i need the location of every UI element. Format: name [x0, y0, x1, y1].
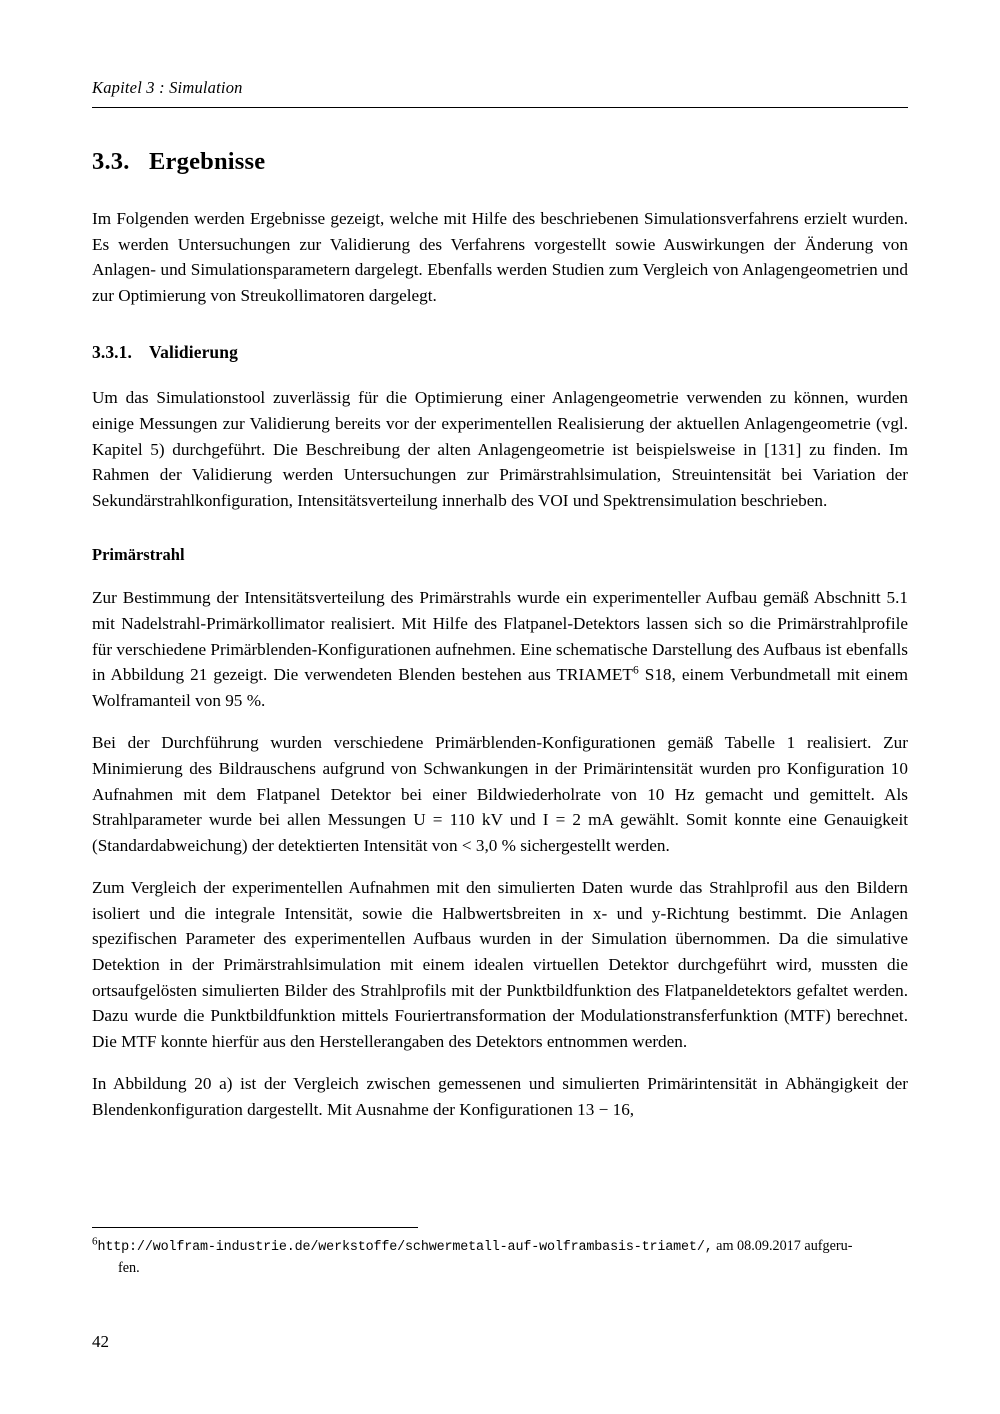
- paragraph-primaerstrahl-4: In Abbildung 20 a) ist der Vergleich zwischen gemessenen und simulierten Primärintensität in Abhängigkeit der Blendenkonfiguration dargestellt. Mit Ausnahme der Konfigurationen 13 − 16,: [92, 1074, 908, 1120]
- footnote-url[interactable]: http://wolfram-industrie.de/werkstoffe/schwermetall-auf-wolframbasis-triamet/,: [97, 1240, 713, 1255]
- footnote-reference-6[interactable]: 6: [632, 664, 639, 677]
- footnote-rule: [92, 1227, 418, 1228]
- paragraph-primaerstrahl-1: [92, 585, 908, 713]
- page-number: 42: [92, 1332, 109, 1351]
- subsection-paragraph: Um das Simulationstool zuverlässig für die Optimierung einer Anlagengeometrie verwenden zu können, wurden einige Messungen zur Validierung bereits vor der experimentellen Realisierung der aktuellen Anlagengeometrie (vgl. Kapitel 5) durchgeführt. Die Beschreibung der alten Anlagengeometrie ist beispielsweise in [131] zu finden. Im Rahmen der Validierung werden Untersuchungen zur Primärstrahlsimulation, Streuintensität bei Variation der Sekundärstrahlkonfiguration, Intensitätsverteilung innerhalb des VOI und Spektrensimulation beschrieben.: [92, 388, 908, 510]
- footnote-continuation: fen.: [118, 1260, 140, 1276]
- section-number: 3.3.: [92, 148, 130, 175]
- section-title-text: Ergebnisse: [149, 148, 266, 175]
- paragraph-text-pre: Zur Bestimmung der Intensitätsverteilung des Primärstrahls wurde ein experimenteller Aufbau gemäß Abschnitt 5.1 mit Nadelstrahl-Primärkollimator realisiert. Mit Hilfe des Flatpanel-Detektors lassen sich so die Primärstrahlprofile für verschiedene Primärblenden-Konfigurationen aufnehmen. Eine schematische Darstellung des Aufbaus ist ebenfalls in Abbildung 21 gezeigt. Die verwendeten Blenden bestehen aus TRIAMET: [92, 588, 908, 685]
- subsection-number: 3.3.1.: [92, 342, 132, 363]
- subsection-heading: [92, 342, 908, 363]
- running-head: Kapitel 3 : Simulation: [92, 78, 908, 108]
- paragraph-text-post: S18, einem Verbundmetall mit einem Wolframanteil von 95 %.: [92, 665, 909, 710]
- page-content: [92, 148, 908, 1123]
- footnote-6: [92, 1236, 908, 1278]
- intro-paragraph: Im Folgenden werden Ergebnisse gezeigt, welche mit Hilfe des beschriebenen Simulationsverfahrens erzielt wurden. Es werden Untersuchungen zur Validierung des Verfahrens vorgestellt sowie Auswirkungen der Änderung von Anlagen- und Simulationsparametern dargelegt. Ebenfalls werden Studien zum Vergleich von Anlagengeometrien und zur Optimierung von Streukollimatoren dargelegt.: [92, 209, 908, 305]
- footnote-tail: am 08.09.2017 aufgeru-: [712, 1238, 853, 1254]
- footnote-marker: 6: [92, 1235, 98, 1248]
- subsection-title-text: Validierung: [149, 342, 238, 363]
- paragraph-primaerstrahl-2: Bei der Durchführung wurden verschiedene Primärblenden-Konfigurationen gemäß Tabelle 1 realisiert. Zur Minimierung des Bildrauschens aufgrund von Schwankungen in der Primärintensität wurden pro Konfiguration 10 Aufnahmen mit dem Flatpanel Detektor bei einer Bildwiederholrate von 10 Hz gemacht und gemittelt. Als Strahlparameter wurde bei allen Messungen U = 110 kV und I = 2 mA gewählt. Somit konnte eine Genauigkeit (Standardabweichung) der detektierten Intensität von < 3,0 % sichergestellt werden.: [92, 733, 908, 855]
- paragraph-heading: Primärstrahl: [92, 545, 185, 565]
- footnote-area: [92, 1227, 908, 1278]
- section-heading: [92, 148, 908, 176]
- paragraph-primaerstrahl-3: Zum Vergleich der experimentellen Aufnahmen mit den simulierten Daten wurde das Strahlprofil aus den Bildern isoliert und die integrale Intensität, sowie die Halbwertsbreiten in x- und y-Richtung bestimmt. Die Anlagen spezifischen Parameter des experimentellen Aufbaus wurden in der Simulation übernommen. Da die simulative Detektion in der Primärstrahlsimulation mit einem idealen virtuellen Detektor durchgeführt wird, mussten die ortsaufgelösten simulierten Bilder des Strahlprofils mit der Punktbildfunktion des Flatpaneldetektors gefaltet werden. Dazu wurde die Punktbildfunktion mittels Fouriertransformation der Modulationstransferfunktion (MTF) berechnet. Die MTF konnte hierfür aus den Herstellerangaben des Detektors entnommen werden.: [92, 878, 908, 1051]
